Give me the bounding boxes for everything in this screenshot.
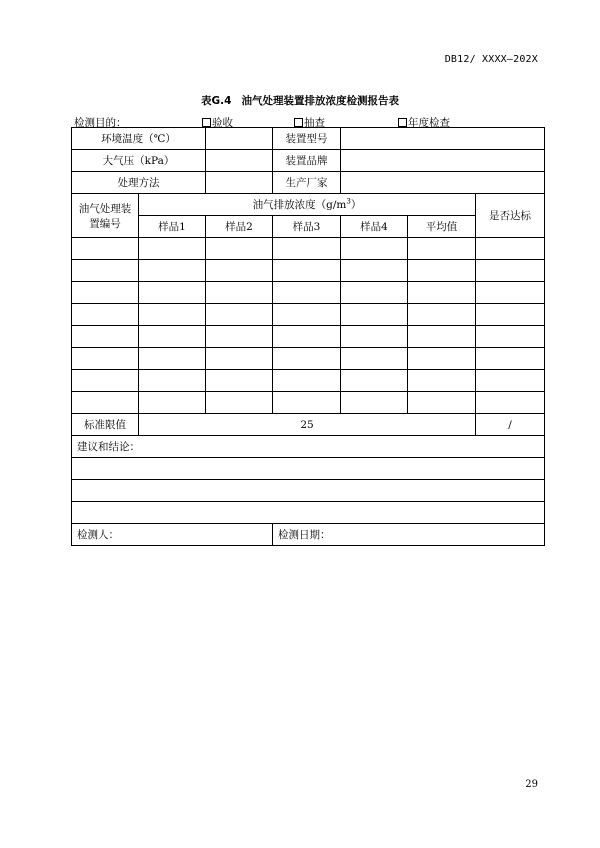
- ambient-temp-label: 环境温度（℃）: [72, 128, 206, 150]
- device-brand-label: 装置品牌: [273, 150, 341, 172]
- table-row: [72, 348, 545, 370]
- method-value[interactable]: [206, 172, 273, 194]
- signature-row: [72, 524, 545, 546]
- table-caption: 油气处理装置排放浓度检测报告表: [241, 95, 399, 107]
- purpose-option-spot-check[interactable]: 抽查: [294, 115, 325, 130]
- conclusion-row: [72, 436, 545, 458]
- inspector-label: 检测人：: [72, 524, 273, 546]
- inspection-purpose: [72, 115, 544, 127]
- limit-compliance: /: [476, 414, 545, 436]
- ambient-temp-value[interactable]: [206, 128, 273, 150]
- date-label: 检测日期：: [273, 524, 545, 546]
- limit-label: 标准限值: [72, 414, 139, 436]
- info-row: [72, 172, 545, 194]
- device-id-header: 油气处理装 置编号: [72, 194, 139, 238]
- conclusion-blank-row: [72, 502, 545, 524]
- purpose-label: 检测目的：: [74, 117, 127, 129]
- info-row: [72, 128, 545, 150]
- concentration-header: 油气排放浓度$(g/m^3)$: [139, 194, 476, 216]
- table-row: [72, 392, 545, 414]
- device-brand-value[interactable]: [341, 150, 545, 172]
- checkbox-icon[interactable]: [202, 118, 211, 127]
- purpose-option-acceptance[interactable]: 验收: [202, 115, 233, 130]
- device-model-value[interactable]: [341, 128, 545, 150]
- table-row: [72, 370, 545, 392]
- average-header: 平均值: [408, 216, 476, 238]
- report-table: [71, 127, 545, 546]
- conclusion-label: 建议和结论：: [72, 436, 545, 458]
- table-number: 表G.4: [201, 95, 232, 107]
- sample-4-header: 样品4: [341, 216, 408, 238]
- page-number: 29: [525, 779, 538, 790]
- sample-1-header: 样品1: [139, 216, 206, 238]
- info-row: [72, 150, 545, 172]
- checkbox-icon[interactable]: [294, 118, 303, 127]
- sample-2-header: 样品2: [206, 216, 273, 238]
- device-model-label: 装置型号: [273, 128, 341, 150]
- table-row: [72, 282, 545, 304]
- limit-row: [72, 414, 545, 436]
- compliance-header: 是否达标: [476, 194, 545, 238]
- column-header-row: [72, 194, 545, 216]
- table-row: [72, 326, 545, 348]
- table-title: [0, 93, 600, 108]
- manufacturer-value[interactable]: [341, 172, 545, 194]
- purpose-option-annual[interactable]: 年度检查: [398, 115, 450, 130]
- table-row: [72, 260, 545, 282]
- sample-3-header: 样品3: [273, 216, 341, 238]
- document-code: DB12/ XXXX—202X: [444, 54, 538, 65]
- conclusion-blank-row: [72, 458, 545, 480]
- sample-header-row: [72, 216, 545, 238]
- method-label: 处理方法: [72, 172, 206, 194]
- checkbox-icon[interactable]: [398, 118, 407, 127]
- table-row: [72, 238, 545, 260]
- pressure-label: 大气压（kPa）: [72, 150, 206, 172]
- table-row: [72, 304, 545, 326]
- pressure-value[interactable]: [206, 150, 273, 172]
- conclusion-blank-row: [72, 480, 545, 502]
- manufacturer-label: 生产厂家: [273, 172, 341, 194]
- limit-value: 25: [139, 414, 476, 436]
